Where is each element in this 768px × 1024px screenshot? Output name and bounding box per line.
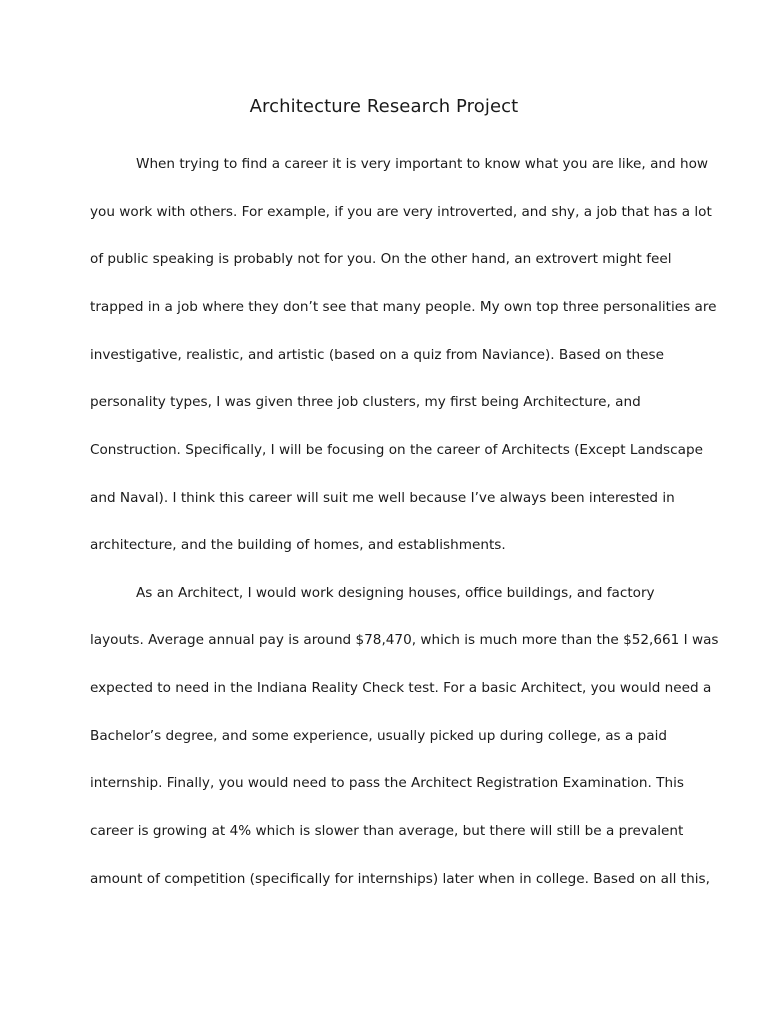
paragraph-2-line-6: career is growing at 4% which is slower than average, but there will still be a prevalent <box>90 823 684 839</box>
paragraph-1-line-9: architecture, and the building of homes, and establishments. <box>90 537 506 553</box>
document-title: Architecture Research Project <box>249 96 519 117</box>
paragraph-2-line-2: layouts. Average annual pay is around $78,470, which is much more than the $52,661 I was <box>90 632 719 648</box>
paragraph-1-line-1: When trying to find a career it is very important to know what you are like, and how <box>136 156 709 172</box>
paragraph-1-line-4: trapped in a job where they don’t see that many people. My own top three personalities are <box>90 299 717 315</box>
paragraph-1-line-3: of public speaking is probably not for you. On the other hand, an extrovert might feel <box>90 251 672 267</box>
paragraph-1-line-6: personality types, I was given three job clusters, my first being Architecture, and <box>90 394 641 410</box>
paragraph-1-line-5: investigative, realistic, and artistic (based on a quiz from Naviance). Based on these <box>90 347 664 363</box>
paragraph-1-line-2: you work with others. For example, if you are very introverted, and shy, a job that has a lot <box>90 204 712 220</box>
paragraph-1-line-7: Construction. Specifically, I will be focusing on the career of Architects (Except Landscape <box>90 442 703 458</box>
paragraph-2-line-7: amount of competition (specifically for internships) later when in college. Based on all this, <box>90 871 710 887</box>
paragraph-2-line-3: expected to need in the Indiana Reality Check test. For a basic Architect, you would need a <box>90 680 712 696</box>
paragraph-2-line-5: internship. Finally, you would need to pass the Architect Registration Examination. This <box>90 775 684 791</box>
paragraph-1-line-8: and Naval). I think this career will suit me well because I’ve always been interested in <box>90 490 675 506</box>
paragraph-2-line-4: Bachelor’s degree, and some experience, usually picked up during college, as a paid <box>90 728 667 744</box>
paragraph-2-line-1: As an Architect, I would work designing houses, office buildings, and factory <box>136 585 655 601</box>
